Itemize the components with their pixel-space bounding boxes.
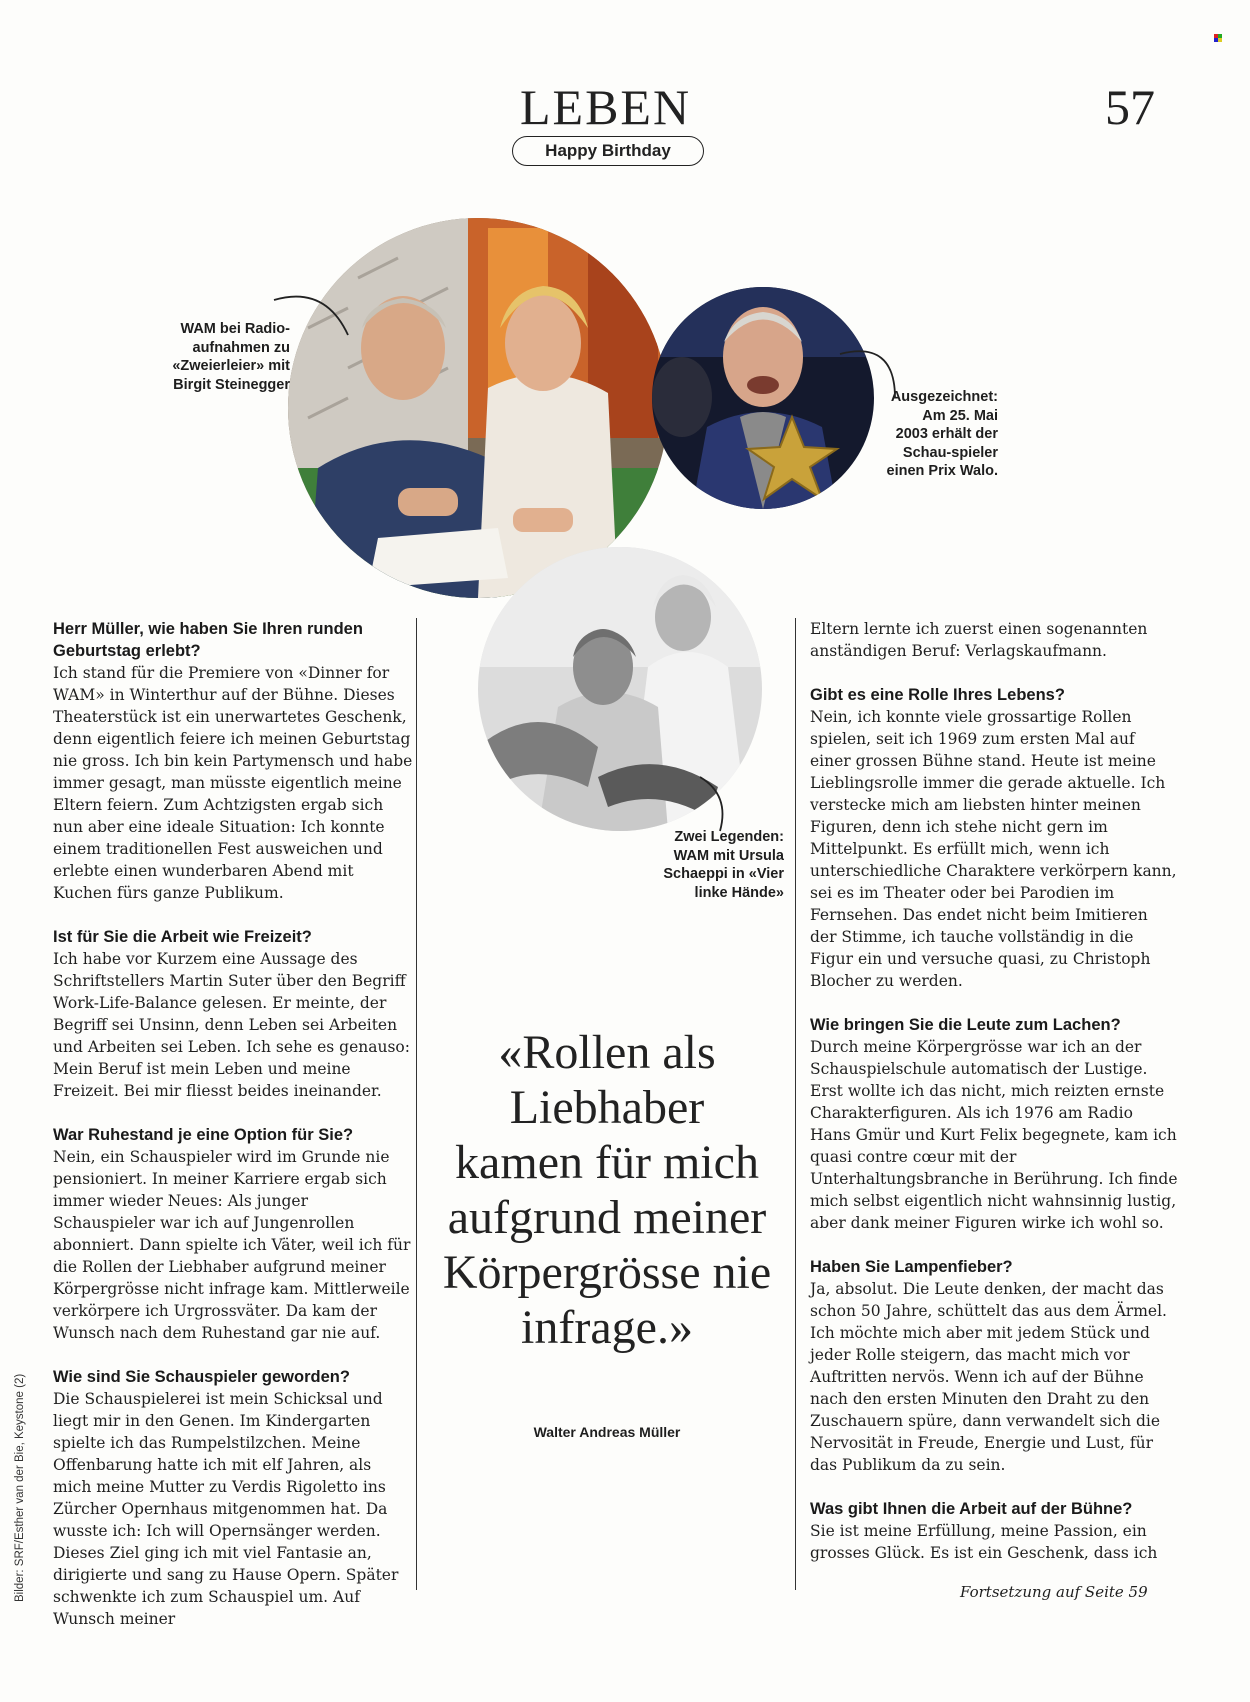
qa-block bbox=[53, 926, 413, 1102]
question-heading: Wie sind Sie Schauspieler geworden? bbox=[53, 1368, 350, 1386]
qa-block bbox=[53, 618, 413, 904]
caption-pointer-radio bbox=[270, 290, 360, 340]
continuation-note: Fortsetzung auf Seite 59 bbox=[960, 1583, 1148, 1601]
qa-block bbox=[53, 1124, 413, 1344]
question-heading: Haben Sie Lampenfieber? bbox=[810, 1258, 1013, 1276]
left-column bbox=[53, 618, 413, 1652]
answer-text: Ja, absolut. Die Leute denken, der macht das schon 50 Jahre, schüttelt das aus dem Ärmel. Ich möchte mich aber mit jedem Stück und jeder Rolle steigern, das macht mich vor Auftritten nervös. Wenn ich auf der Bühne nach den ersten Minuten den Draht zu den Zuschauern spüre, dann verwandelt sich die Nervosität in Freude, Energie und Lust, für das Publikum da zu sein. bbox=[810, 1280, 1167, 1474]
qa-block bbox=[810, 684, 1178, 992]
qa-block bbox=[810, 1498, 1178, 1564]
section-title: LEBEN bbox=[520, 79, 692, 135]
pull-quote-author: Walter Andreas Müller bbox=[533, 1424, 681, 1440]
photo-credit: Bilder: SRF/Esther van der Bie, Keystone (2) bbox=[14, 1373, 26, 1602]
caption-pointer-prix bbox=[835, 340, 905, 410]
column-divider-left bbox=[416, 618, 417, 1590]
page-number: 57 bbox=[1105, 79, 1155, 135]
answer-text: Die Schauspielerei ist mein Schicksal und liegt mir in den Genen. Im Kindergarten spielte ich das Rumpelstilzchen. Meine Offenbarung hatte ich mit elf Jahren, als mich meine Mutter zu Verdis Rigoletto ins Zürcher Opernhaus mitgenommen hat. Da wusste ich: Ich will Opernsänger werden. Dieses Ziel ging ich mit viel Fantasie an, dirigierte und sang zu Hause Opern. Später schwenkte ich zum Schauspiel um. Auf Wunsch meiner bbox=[53, 1390, 399, 1628]
rubric-badge: Happy Birthday bbox=[512, 136, 704, 166]
question-heading: War Ruhestand je eine Option für Sie? bbox=[53, 1126, 354, 1144]
caption-prix-walo: Ausgezeichnet: Am 25. Mai 2003 erhält der Schau-spieler einen Prix Walo. bbox=[886, 389, 998, 479]
question-heading: Gibt es eine Rolle Ihres Lebens? bbox=[810, 686, 1065, 704]
photo-radio-recording bbox=[288, 218, 668, 598]
answer-text: Sie ist meine Erfüllung, meine Passion, ein grosses Glück. Es ist ein Geschenk, dass ich bbox=[810, 1522, 1158, 1562]
pull-quote: «Rollen als Liebhaber kamen für mich aufgrund meiner Körpergrösse nie infrage.» bbox=[442, 1026, 772, 1354]
qa-block bbox=[53, 1366, 413, 1630]
question-heading: Ist für Sie die Arbeit wie Freizeit? bbox=[53, 928, 312, 946]
caption-zwei-legenden: Zwei Legenden: WAM mit Ursula Schaeppi in «Vier linke Hände» bbox=[663, 829, 784, 901]
question-heading: Was gibt Ihnen die Arbeit auf der Bühne? bbox=[810, 1500, 1133, 1518]
column-divider-right bbox=[795, 618, 796, 1590]
answer-text: Nein, ein Schauspieler wird im Grunde nie pensioniert. In meiner Karriere ergab sich immer wieder Neues: Als junger Schauspieler war ich auf Jungenrollen abonniert. Dann spielte ich Väter, weil ich für die Rollen der Liebhaber aufgrund meiner Körpergrösse nicht infrage kam. Mittlerweile verkörpere ich Urgrossväter. Da kam der Wunsch nach dem Ruhestand gar nie auf. bbox=[53, 1148, 411, 1342]
answer-text: Durch meine Körpergrösse war ich an der Schauspielschule automatisch der Lustige. Erst wollte ich das nicht, mich reizten ernste Charakterfiguren. Als ich 1976 am Radio Hans Gmür und Kurt Felix begegnete, kam ich quasi contre cœur mit der Unterhaltungsbranche in Berührung. Ich finde mich selbst eigentlich nicht wahnsinnig lustig, aber dank meiner Figuren wirke ich wohl so. bbox=[810, 1038, 1178, 1232]
caption-pointer-legenden bbox=[695, 775, 735, 835]
answer-text: Ich stand für die Premiere von «Dinner for WAM» in Winterthur auf der Bühne. Dieses Theaterstück ist ein unerwartetes Geschenk, denn eigentlich feiere ich meinen Geburtstag nie gross. Ich bin kein Partymensch und habe immer gesagt, man müsste eigentlich meine Eltern feiern. Zum Achtzigsten ergab sich nun aber eine ideale Situation: Ich konnte einem traditionellen Fest ausweichen und erlebte einen wunderbaren Abend mit Kuchen fürs ganze Publikum. bbox=[53, 664, 413, 902]
qa-block bbox=[810, 1014, 1178, 1234]
caption-radio: WAM bei Radio-aufnahmen zu «Zweierleier» mit Birgit Steinegger bbox=[172, 321, 290, 393]
answer-text: Eltern lernte ich zuerst einen sogenannten anständigen Beruf: Verlagskaufmann. bbox=[810, 620, 1148, 660]
color-mark-icon bbox=[1214, 34, 1222, 42]
question-heading: Herr Müller, wie haben Sie Ihren runden Geburtstag erlebt? bbox=[53, 620, 363, 660]
answer-text: Nein, ich konnte viele grossartige Rollen spielen, seit ich 1969 zum ersten Mal auf einer grossen Bühne stand. Heute ist meine Lieblingsrolle immer die gerade aktuelle. Ich verstecke mich am liebsten hinter meinen Figuren, denn ich stehe nicht gern im Mittelpunkt. Es erfüllt mich, wenn ich unterschiedliche Charaktere verkörpern kann, sei es im Theater oder bei Parodien im Fernsehen. Das endet nicht beim Imitieren der Stimme, ich tauche vollständig in die Figur ein und versuche quasi, zu Christoph Blocher zu werden. bbox=[810, 708, 1177, 990]
question-heading: Wie bringen Sie die Leute zum Lachen? bbox=[810, 1016, 1121, 1034]
right-column bbox=[810, 618, 1178, 1586]
answer-text: Ich habe vor Kurzem eine Aussage des Schriftstellers Martin Suter über den Begriff Work-Life-Balance gelesen. Er meinte, der Begriff sei Unsinn, denn Leben sei Arbeiten und Arbeiten sei Leben. Ich sehe es genauso: Mein Beruf ist mein Leben und meine Freizeit. Bei mir fliesst beides ineinander. bbox=[53, 950, 410, 1100]
qa-block bbox=[810, 1256, 1178, 1476]
